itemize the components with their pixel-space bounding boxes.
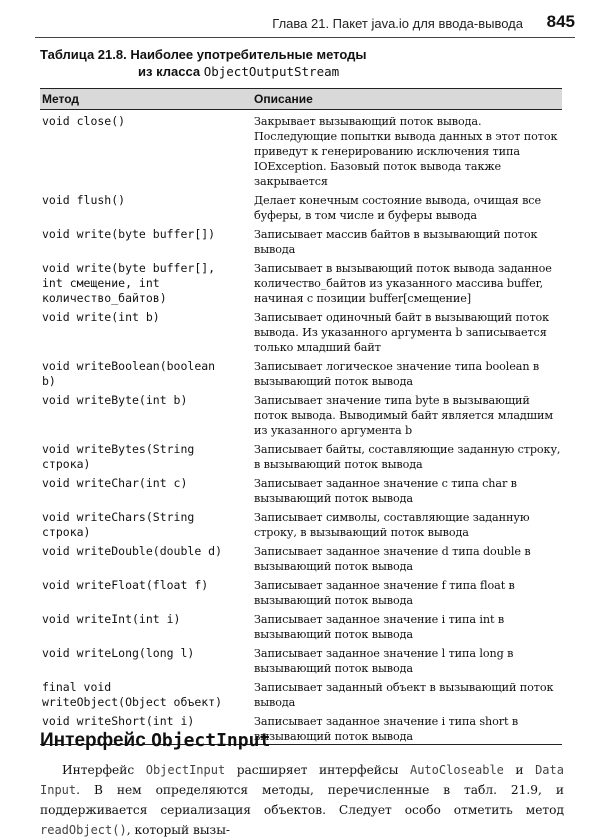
method-signature: void writeBoolean(boolean b) xyxy=(42,359,216,388)
method-signature: void writeInt(int i) xyxy=(42,612,181,626)
method-signature: void writeByte(int b) xyxy=(42,393,188,407)
paragraph-text: , который вызы- xyxy=(126,823,231,837)
header-rule xyxy=(35,37,575,38)
method-signature: void write(byte buffer[]) xyxy=(42,227,216,241)
column-header-method: Метод xyxy=(42,92,80,106)
method-signature: void writeShort(int i) xyxy=(42,714,195,728)
table-row xyxy=(40,193,562,223)
table-row xyxy=(40,680,562,710)
method-signature: void close() xyxy=(42,114,126,128)
method-description: Записывает заданный объект в вызывающий поток вывода xyxy=(254,681,554,709)
caption-class-name: ObjectOutputStream xyxy=(203,64,340,79)
method-description: Записывает заданное значение f типа float в вызывающий поток вывода xyxy=(254,579,515,607)
page-number: 845 xyxy=(546,12,575,31)
method-signature: void write(int b) xyxy=(42,310,160,324)
table-row xyxy=(40,646,562,676)
method-description: Записывает заданное значение l типа long в вызывающий поток вывода xyxy=(254,647,514,675)
method-description: Записывает символы, составляющие заданную строку, в вызывающий поток вывода xyxy=(254,511,530,539)
caption-line-1: Таблица 21.8. Наиболее употребительные методы xyxy=(40,47,367,62)
method-signature: final void writeObject(Object объект) xyxy=(42,680,223,709)
table-row xyxy=(40,544,562,574)
method-description: Записывает массив байтов в вызывающий поток вывода xyxy=(254,228,538,256)
method-signature: void writeLong(long l) xyxy=(42,646,195,660)
method-description: Записывает заданное значение d типа double в вызывающий поток вывода xyxy=(254,545,531,573)
table-body xyxy=(40,114,562,744)
paragraph-code: Data Input xyxy=(40,763,564,797)
method-description: Записывает заданное значение i типа short в вызывающий поток вывода xyxy=(254,715,519,743)
method-signature: void writeDouble(double d) xyxy=(42,544,223,558)
method-signature: void writeBytes(String строка) xyxy=(42,442,195,471)
table-row xyxy=(40,359,562,389)
method-signature: void flush() xyxy=(42,193,126,207)
method-signature: void writeChar(int c) xyxy=(42,476,188,490)
table-row xyxy=(40,310,562,355)
table-row xyxy=(40,578,562,608)
method-description: Записывает заданное значение i типа int в вызывающий поток вывода xyxy=(254,613,505,641)
table-row xyxy=(40,261,562,306)
method-description: Записывает заданное значение с типа char в вызывающий поток вывода xyxy=(254,477,517,505)
table-row xyxy=(40,393,562,438)
table-header xyxy=(40,88,562,110)
table-row xyxy=(40,114,562,189)
method-description: Записывает в вызывающий поток вывода заданное количество_байтов из указанного массива buffer, начиная с позиции buffer[смещение] xyxy=(254,262,552,305)
paragraph-code: AutoCloseable xyxy=(409,763,504,777)
caption-prefix: из класса xyxy=(138,64,204,79)
table-row xyxy=(40,227,562,257)
body-paragraph xyxy=(40,760,564,840)
table-row xyxy=(40,612,562,642)
section-heading-interface: ObjectInput xyxy=(151,730,271,751)
table-row xyxy=(40,510,562,540)
method-signature: void writeFloat(float f) xyxy=(42,578,209,592)
table-caption xyxy=(40,46,580,80)
paragraph-text: Интерфейс xyxy=(62,763,146,777)
caption-line-2 xyxy=(40,63,580,80)
method-description: Записывает логическое значение типа boolean в вызывающий поток вывода xyxy=(254,360,540,388)
method-description: Записывает байты, составляющие заданную строку, в вызывающий поток вывода xyxy=(254,443,561,471)
paragraph-text: расширяет интерфейсы xyxy=(225,763,410,777)
method-description: Закрывает вызывающий поток вывода. Последующие попытки вывода данных в этот поток приведут к генерированию исключения типа IOException. Базовый поток вывода также закрывается xyxy=(254,115,558,188)
paragraph-code: readObject() xyxy=(40,823,127,837)
paragraph-code: ObjectInput xyxy=(145,763,226,777)
table-row xyxy=(40,442,562,472)
method-signature: void write(byte buffer[], int смещение, int количество_байтов) xyxy=(42,261,216,305)
method-description: Делает конечным состояние вывода, очищая все буферы, в том числе и буферы вывода xyxy=(254,194,541,222)
paragraph-text: . В нем определяются методы, перечисленные в табл. 21.9, и поддерживается сериализация объектов. Следует особо отметить метод xyxy=(40,783,564,817)
chapter-title: Глава 21. Пакет java.io для ввода-вывода xyxy=(272,16,523,31)
methods-table xyxy=(40,88,562,745)
table-row xyxy=(40,476,562,506)
column-header-description: Описание xyxy=(254,92,313,106)
section-heading xyxy=(40,730,270,752)
paragraph-text: и xyxy=(503,763,536,777)
section-heading-text: Интерфейс xyxy=(40,730,152,751)
running-header xyxy=(0,10,575,34)
method-description: Записывает значение типа byte в вызывающий поток вывода. Выводимый байт является младшим из указанного аргумента b xyxy=(254,394,553,437)
method-description: Записывает одиночный байт в вызывающий поток вывода. Из указанного аргумента b записывается только младший байт xyxy=(254,311,550,354)
method-signature: void writeChars(String строка) xyxy=(42,510,195,539)
